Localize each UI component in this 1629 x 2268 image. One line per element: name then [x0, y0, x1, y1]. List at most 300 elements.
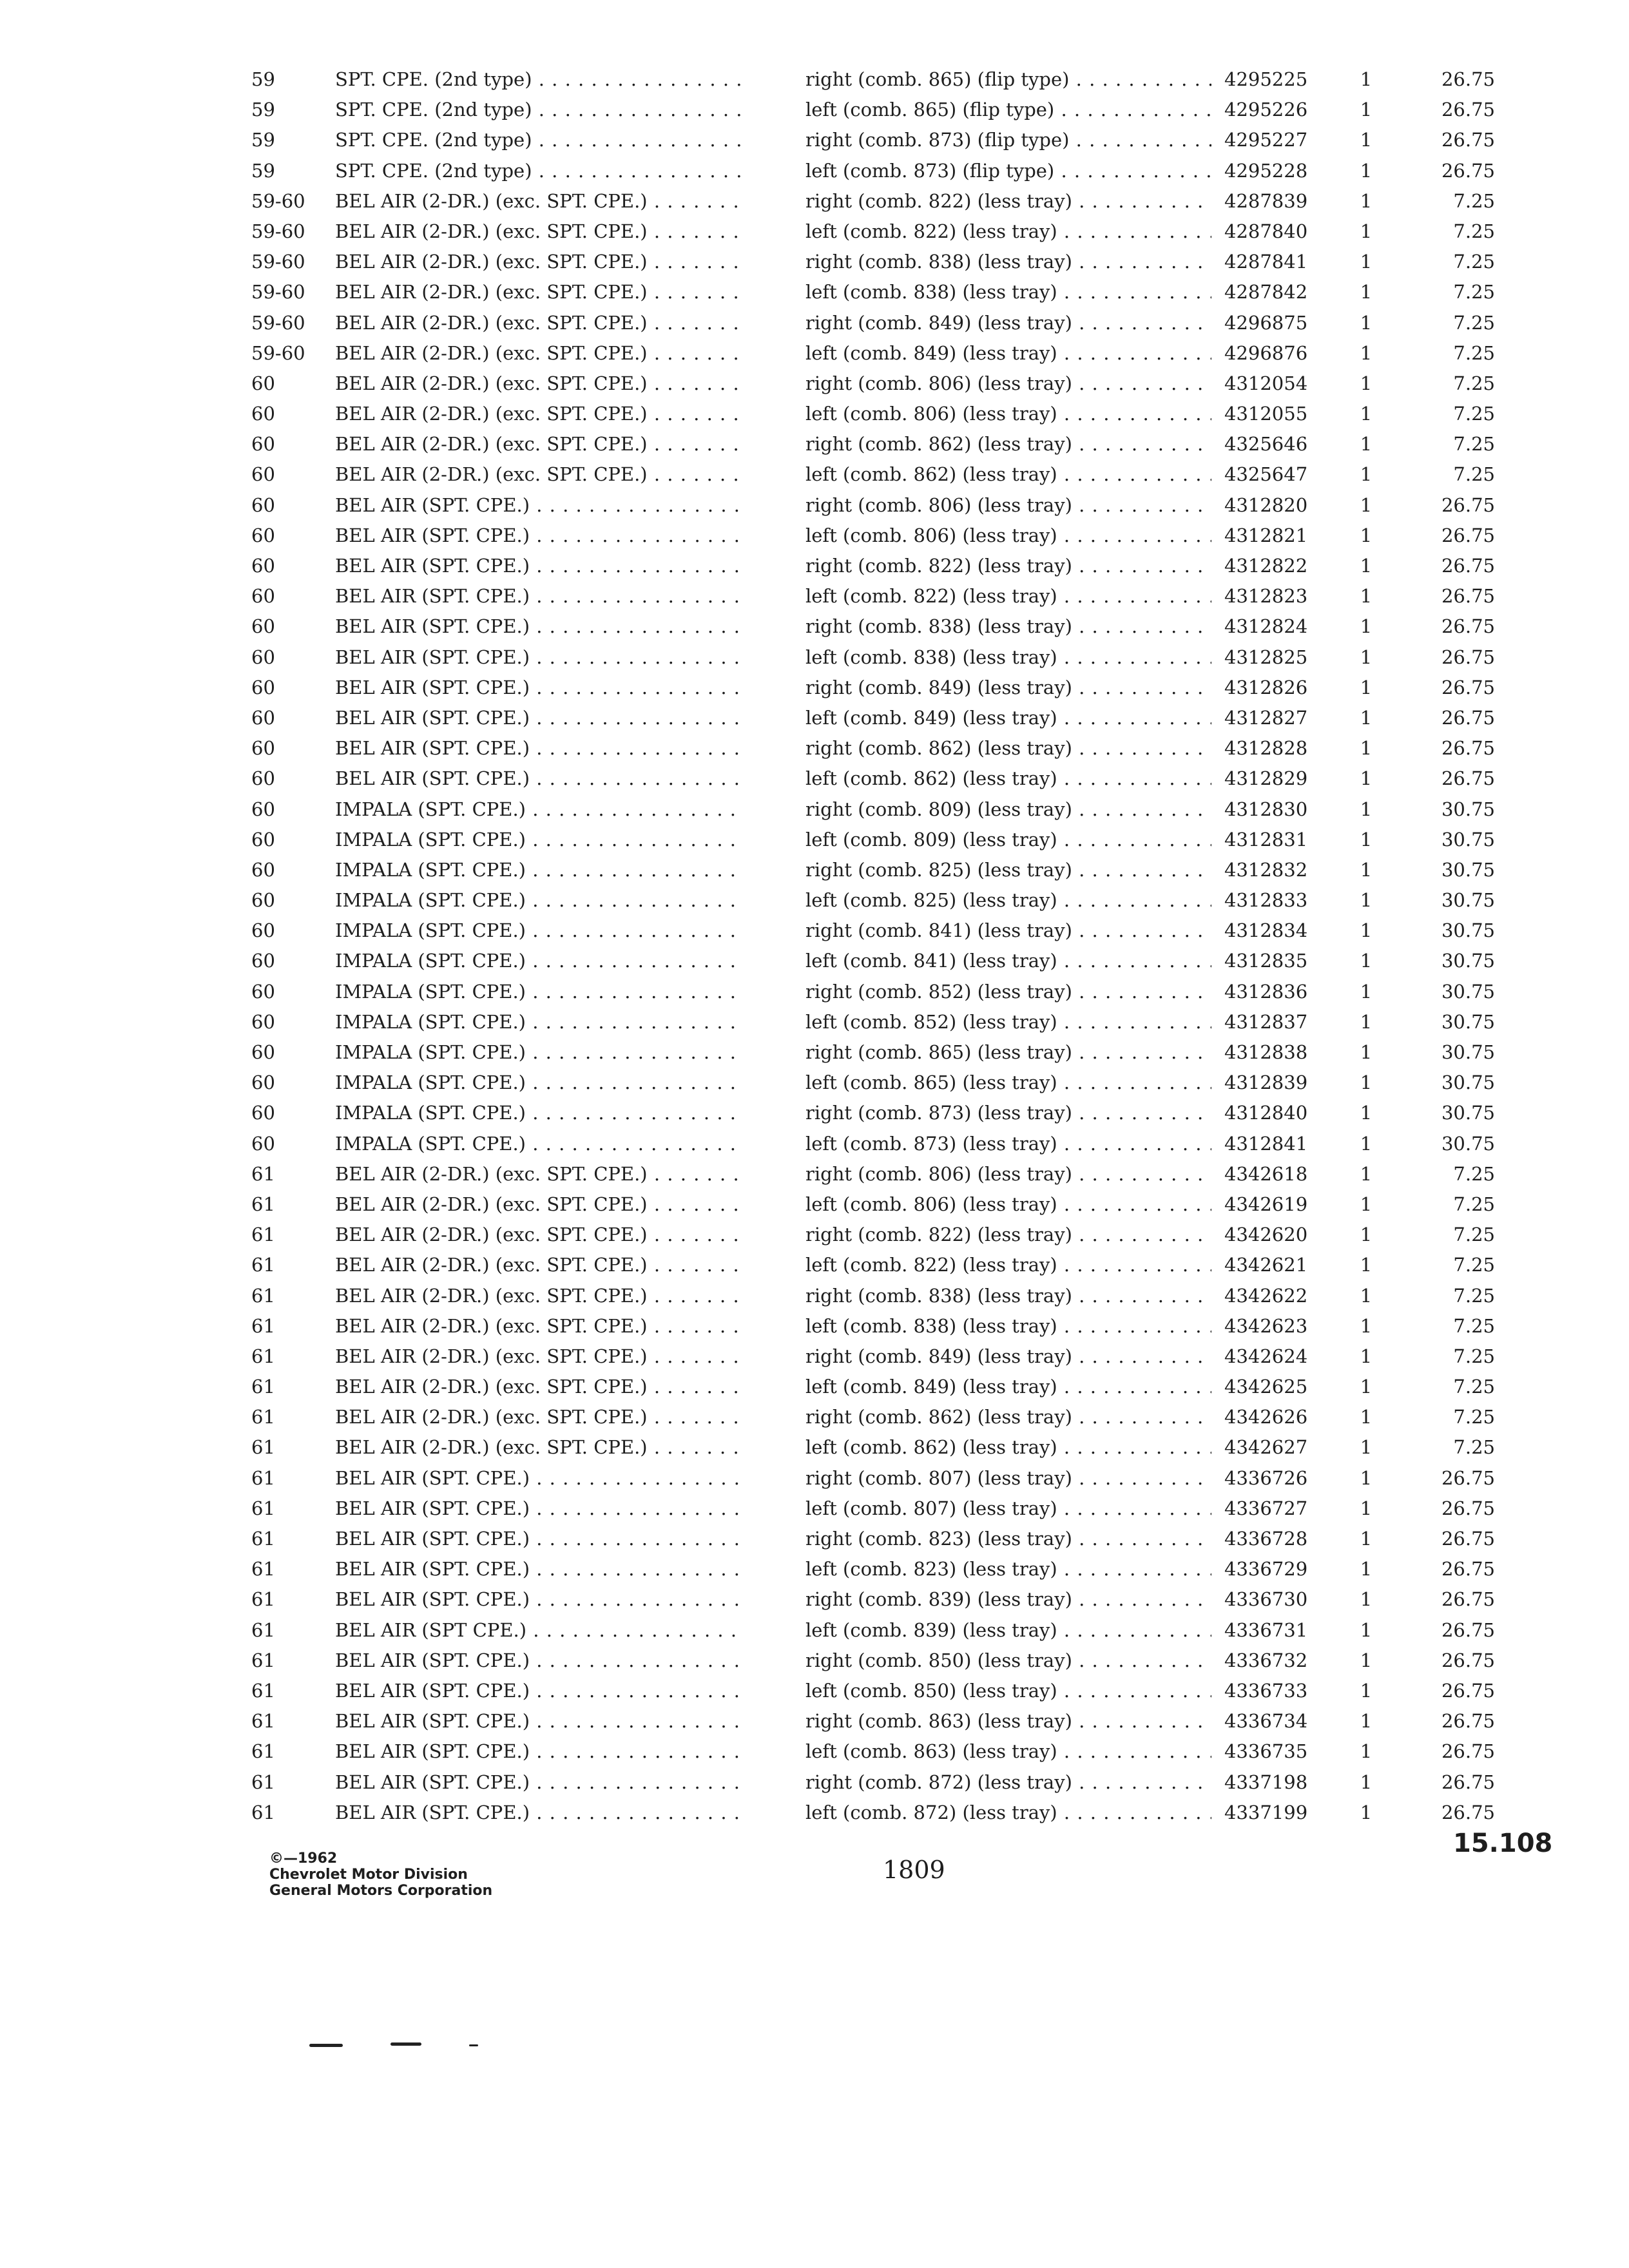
part-number-cell: 4312827 [1224, 706, 1308, 729]
price-cell: 30.75 [1441, 858, 1495, 881]
body-style-cell: BEL AIR (2-DR.) (exc. SPT. CPE.) . . . [335, 369, 741, 399]
body-style-cell: BEL AIR (SPT. CPE.) . . . [335, 1798, 741, 1828]
part-number-cell: 4287839 [1224, 189, 1308, 212]
body-style-cell: BEL AIR (SPT. CPE.) . . . [335, 1676, 741, 1706]
description-cell: right (comb. 865) (less tray) . . . [805, 1037, 1211, 1068]
table-row [251, 1250, 1534, 1280]
model-year-cell: 61 [251, 1345, 275, 1367]
model-year-cell: 61 [251, 1224, 275, 1246]
model-year-cell: 60 [251, 463, 275, 486]
section-number: 15.108 [1453, 1829, 1553, 1858]
part-number-cell: 4312831 [1224, 828, 1308, 850]
table-row [251, 673, 1534, 703]
description-cell: left (comb. 863) (less tray) . . . [805, 1736, 1211, 1767]
table-row [251, 1129, 1534, 1159]
quantity-cell: 1 [1360, 1193, 1373, 1215]
part-number-cell: 4337199 [1224, 1801, 1308, 1823]
price-cell: 26.75 [1441, 1771, 1495, 1793]
part-number-cell: 4336735 [1224, 1740, 1308, 1763]
body-style-cell: BEL AIR (SPT. CPE.) . . . [335, 1736, 741, 1767]
model-year-cell: 61 [251, 1162, 275, 1185]
part-number-cell: 4312839 [1224, 1072, 1308, 1094]
quantity-cell: 1 [1360, 1466, 1373, 1489]
price-cell: 30.75 [1441, 1010, 1495, 1033]
price-cell: 26.75 [1441, 99, 1495, 121]
price-cell: 7.25 [1453, 189, 1495, 212]
table-row [251, 1646, 1534, 1676]
table-row [251, 1220, 1534, 1250]
body-style-cell: BEL AIR (2-DR.) (exc. SPT. CPE.) . . . [335, 1250, 741, 1280]
part-number-cell: 4296875 [1224, 311, 1308, 334]
quantity-cell: 1 [1360, 311, 1373, 334]
body-style-cell: SPT. CPE. (2nd type) . . . [335, 64, 741, 95]
description-cell: left (comb. 838) (less tray) . . . [805, 642, 1211, 673]
description-cell: right (comb. 873) (less tray) . . . [805, 1098, 1211, 1128]
model-year-cell: 61 [251, 1528, 275, 1550]
part-number-cell: 4312825 [1224, 646, 1308, 668]
model-year-cell: 60 [251, 828, 275, 850]
body-style-cell: IMPALA (SPT. CPE.) . . . [335, 916, 741, 946]
body-style-cell: BEL AIR (2-DR.) (exc. SPT. CPE.) . . . [335, 1189, 741, 1220]
part-number-cell: 4287841 [1224, 251, 1308, 273]
model-year-cell: 60 [251, 676, 275, 698]
model-year-cell: 60 [251, 433, 275, 456]
price-cell: 30.75 [1441, 950, 1495, 972]
body-style-cell: BEL AIR (2-DR.) (exc. SPT. CPE.) . . . [335, 216, 741, 247]
quantity-cell: 1 [1360, 251, 1373, 273]
description-cell: left (comb. 822) (less tray) . . . [805, 1250, 1211, 1280]
price-cell: 26.75 [1441, 555, 1495, 577]
model-year-cell: 59-60 [251, 341, 305, 364]
quantity-cell: 1 [1360, 1284, 1373, 1307]
body-style-cell: BEL AIR (2-DR.) (exc. SPT. CPE.) . . . [335, 459, 741, 490]
description-cell: right (comb. 849) (less tray) . . . [805, 1341, 1211, 1372]
body-style-cell: IMPALA (SPT. CPE.) . . . [335, 1037, 741, 1068]
quantity-cell: 1 [1360, 1162, 1373, 1185]
quantity-cell: 1 [1360, 1345, 1373, 1367]
quantity-cell: 1 [1360, 524, 1373, 546]
body-style-cell: BEL AIR (SPT. CPE.) . . . [335, 673, 741, 703]
quantity-cell: 1 [1360, 1679, 1373, 1702]
division-name: Chevrolet Motor Division [269, 1867, 468, 1883]
body-style-cell: BEL AIR (SPT. CPE.) . . . [335, 1463, 741, 1494]
quantity-cell: 1 [1360, 1041, 1373, 1063]
model-year-cell: 59-60 [251, 281, 305, 303]
body-style-cell: SPT. CPE. (2nd type) . . . [335, 125, 741, 155]
table-row [251, 521, 1534, 551]
part-number-cell: 4312820 [1224, 494, 1308, 516]
quantity-cell: 1 [1360, 159, 1373, 182]
price-cell: 30.75 [1441, 798, 1495, 820]
description-cell: right (comb. 852) (less tray) . . . [805, 977, 1211, 1007]
price-cell: 30.75 [1441, 828, 1495, 850]
description-cell: left (comb. 873) (less tray) . . . [805, 1129, 1211, 1159]
model-year-cell: 61 [251, 1466, 275, 1489]
description-cell: left (comb. 849) (less tray) . . . [805, 338, 1211, 369]
model-year-cell: 60 [251, 1072, 275, 1094]
model-year-cell: 60 [251, 980, 275, 1003]
body-style-cell: BEL AIR (2-DR.) (exc. SPT. CPE.) . . . [335, 1220, 741, 1250]
price-cell: 7.25 [1453, 311, 1495, 334]
description-cell: right (comb. 807) (less tray) . . . [805, 1463, 1211, 1494]
quantity-cell: 1 [1360, 737, 1373, 760]
price-cell: 30.75 [1441, 1072, 1495, 1094]
description-cell: left (comb. 822) (less tray) . . . [805, 581, 1211, 611]
body-style-cell: BEL AIR (SPT. CPE.) . . . [335, 1646, 741, 1676]
model-year-cell: 61 [251, 1406, 275, 1428]
table-row [251, 459, 1534, 490]
quantity-cell: 1 [1360, 555, 1373, 577]
price-cell: 30.75 [1441, 919, 1495, 942]
parts-list [251, 64, 1534, 1828]
model-year-cell: 60 [251, 585, 275, 608]
part-number-cell: 4336733 [1224, 1679, 1308, 1702]
model-year-cell: 59 [251, 159, 275, 182]
table-row [251, 1159, 1534, 1189]
price-cell: 26.75 [1441, 737, 1495, 760]
part-number-cell: 4342620 [1224, 1224, 1308, 1246]
description-cell: left (comb. 841) (less tray) . . . [805, 946, 1211, 976]
description-cell: right (comb. 862) (less tray) . . . [805, 733, 1211, 764]
description-cell: left (comb. 862) (less tray) . . . [805, 764, 1211, 794]
quantity-cell: 1 [1360, 1588, 1373, 1611]
body-style-cell: IMPALA (SPT. CPE.) . . . [335, 946, 741, 976]
description-cell: left (comb. 839) (less tray) . . . [805, 1615, 1211, 1646]
quantity-cell: 1 [1360, 403, 1373, 425]
table-row [251, 156, 1534, 186]
quantity-cell: 1 [1360, 1132, 1373, 1155]
body-style-cell: BEL AIR (2-DR.) (exc. SPT. CPE.) . . . [335, 277, 741, 307]
description-cell: left (comb. 806) (less tray) . . . [805, 399, 1211, 429]
description-cell: right (comb. 849) (less tray) . . . [805, 308, 1211, 338]
quantity-cell: 1 [1360, 1010, 1373, 1033]
body-style-cell: BEL AIR (SPT. CPE.) . . . [335, 1767, 741, 1798]
model-year-cell: 59 [251, 99, 275, 121]
part-number-cell: 4337198 [1224, 1771, 1308, 1793]
part-number-cell: 4342626 [1224, 1406, 1308, 1428]
quantity-cell: 1 [1360, 433, 1373, 456]
part-number-cell: 4336730 [1224, 1588, 1308, 1611]
description-cell: right (comb. 862) (less tray) . . . [805, 429, 1211, 459]
body-style-cell: IMPALA (SPT. CPE.) . . . [335, 1068, 741, 1098]
quantity-cell: 1 [1360, 1376, 1373, 1398]
model-year-cell: 61 [251, 1619, 275, 1641]
price-cell: 7.25 [1453, 1345, 1495, 1367]
model-year-cell: 61 [251, 1284, 275, 1307]
table-row [251, 1524, 1534, 1554]
description-cell: left (comb. 838) (less tray) . . . [805, 1311, 1211, 1341]
model-year-cell: 60 [251, 1132, 275, 1155]
table-row [251, 764, 1534, 794]
body-style-cell: BEL AIR (2-DR.) (exc. SPT. CPE.) . . . [335, 308, 741, 338]
price-cell: 7.25 [1453, 1314, 1495, 1337]
table-row [251, 1341, 1534, 1372]
part-number-cell: 4312824 [1224, 615, 1308, 638]
description-cell: right (comb. 809) (less tray) . . . [805, 794, 1211, 825]
description-cell: right (comb. 865) (flip type) . . . [805, 64, 1211, 95]
table-row [251, 611, 1534, 642]
table-row [251, 855, 1534, 885]
table-row [251, 1281, 1534, 1311]
table-row [251, 95, 1534, 125]
quantity-cell: 1 [1360, 919, 1373, 942]
model-year-cell: 61 [251, 1436, 275, 1459]
part-number-cell: 4312830 [1224, 798, 1308, 820]
quantity-cell: 1 [1360, 189, 1373, 212]
part-number-cell: 4295228 [1224, 159, 1308, 182]
description-cell: left (comb. 809) (less tray) . . . [805, 825, 1211, 855]
table-row [251, 429, 1534, 459]
quantity-cell: 1 [1360, 706, 1373, 729]
table-row [251, 1189, 1534, 1220]
quantity-cell: 1 [1360, 798, 1373, 820]
table-row [251, 642, 1534, 673]
table-row [251, 369, 1534, 399]
description-cell: left (comb. 849) (less tray) . . . [805, 703, 1211, 733]
part-number-cell: 4312841 [1224, 1132, 1308, 1155]
table-row [251, 1037, 1534, 1068]
table-row [251, 125, 1534, 155]
quantity-cell: 1 [1360, 828, 1373, 850]
model-year-cell: 60 [251, 706, 275, 729]
quantity-cell: 1 [1360, 494, 1373, 516]
price-cell: 26.75 [1441, 1497, 1495, 1519]
part-number-cell: 4336728 [1224, 1528, 1308, 1550]
body-style-cell: SPT. CPE. (2nd type) . . . [335, 156, 741, 186]
body-style-cell: BEL AIR (2-DR.) (exc. SPT. CPE.) . . . [335, 1432, 741, 1463]
model-year-cell: 60 [251, 767, 275, 790]
model-year-cell: 61 [251, 1497, 275, 1519]
table-row [251, 247, 1534, 277]
quantity-cell: 1 [1360, 372, 1373, 394]
quantity-cell: 1 [1360, 1072, 1373, 1094]
table-row [251, 1798, 1534, 1828]
price-cell: 7.25 [1453, 1436, 1495, 1459]
price-cell: 26.75 [1441, 1679, 1495, 1702]
table-row [251, 186, 1534, 216]
description-cell: left (comb. 852) (less tray) . . . [805, 1007, 1211, 1037]
body-style-cell: BEL AIR (2-DR.) (exc. SPT. CPE.) . . . [335, 1159, 741, 1189]
price-cell: 7.25 [1453, 281, 1495, 303]
model-year-cell: 61 [251, 1193, 275, 1215]
description-cell: right (comb. 822) (less tray) . . . [805, 186, 1211, 216]
body-style-cell: BEL AIR (2-DR.) (exc. SPT. CPE.) . . . [335, 338, 741, 369]
part-number-cell: 4287840 [1224, 220, 1308, 242]
price-cell: 26.75 [1441, 585, 1495, 608]
model-year-cell: 61 [251, 1649, 275, 1671]
quantity-cell: 1 [1360, 99, 1373, 121]
model-year-cell: 60 [251, 403, 275, 425]
description-cell: right (comb. 823) (less tray) . . . [805, 1524, 1211, 1554]
quantity-cell: 1 [1360, 341, 1373, 364]
model-year-cell: 59-60 [251, 189, 305, 212]
part-number-cell: 4342619 [1224, 1193, 1308, 1215]
model-year-cell: 61 [251, 1740, 275, 1763]
body-style-cell: BEL AIR (2-DR.) (exc. SPT. CPE.) . . . [335, 399, 741, 429]
body-style-cell: BEL AIR (SPT. CPE.) . . . [335, 581, 741, 611]
description-cell: left (comb. 806) (less tray) . . . [805, 1189, 1211, 1220]
table-row [251, 1736, 1534, 1767]
price-cell: 7.25 [1453, 251, 1495, 273]
body-style-cell: IMPALA (SPT. CPE.) . . . [335, 977, 741, 1007]
price-cell: 26.75 [1441, 159, 1495, 182]
part-number-cell: 4296876 [1224, 341, 1308, 364]
price-cell: 26.75 [1441, 1588, 1495, 1611]
price-cell: 26.75 [1441, 1619, 1495, 1641]
price-cell: 26.75 [1441, 1801, 1495, 1823]
quantity-cell: 1 [1360, 1649, 1373, 1671]
price-cell: 26.75 [1441, 646, 1495, 668]
part-number-cell: 4312838 [1224, 1041, 1308, 1063]
model-year-cell: 60 [251, 798, 275, 820]
model-year-cell: 59-60 [251, 251, 305, 273]
price-cell: 26.75 [1441, 129, 1495, 151]
description-cell: right (comb. 838) (less tray) . . . [805, 1281, 1211, 1311]
part-number-cell: 4336729 [1224, 1558, 1308, 1581]
quantity-cell: 1 [1360, 129, 1373, 151]
model-year-cell: 60 [251, 555, 275, 577]
description-cell: left (comb. 850) (less tray) . . . [805, 1676, 1211, 1706]
price-cell: 26.75 [1441, 68, 1495, 90]
description-cell: right (comb. 841) (less tray) . . . [805, 916, 1211, 946]
quantity-cell: 1 [1360, 1528, 1373, 1550]
model-year-cell: 61 [251, 1801, 275, 1823]
description-cell: right (comb. 825) (less tray) . . . [805, 855, 1211, 885]
table-row [251, 1767, 1534, 1798]
table-row [251, 885, 1534, 916]
quantity-cell: 1 [1360, 646, 1373, 668]
body-style-cell: BEL AIR (SPT. CPE.) . . . [335, 490, 741, 521]
price-cell: 7.25 [1453, 1284, 1495, 1307]
description-cell: left (comb. 862) (less tray) . . . [805, 1432, 1211, 1463]
table-row [251, 703, 1534, 733]
table-row [251, 1311, 1534, 1341]
model-year-cell: 61 [251, 1314, 275, 1337]
body-style-cell: BEL AIR (2-DR.) (exc. SPT. CPE.) . . . [335, 429, 741, 459]
part-number-cell: 4336727 [1224, 1497, 1308, 1519]
model-year-cell: 60 [251, 1102, 275, 1124]
table-row [251, 1402, 1534, 1432]
body-style-cell: BEL AIR (SPT CPE.) . . . [335, 1615, 741, 1646]
price-cell: 26.75 [1441, 1649, 1495, 1671]
description-cell: right (comb. 822) (less tray) . . . [805, 551, 1211, 581]
description-cell: right (comb. 822) (less tray) . . . [805, 1220, 1211, 1250]
price-cell: 30.75 [1441, 889, 1495, 912]
quantity-cell: 1 [1360, 1710, 1373, 1733]
description-cell: left (comb. 873) (flip type) . . . [805, 156, 1211, 186]
quantity-cell: 1 [1360, 585, 1373, 608]
price-cell: 7.25 [1453, 433, 1495, 456]
part-number-cell: 4312822 [1224, 555, 1308, 577]
description-cell: right (comb. 806) (less tray) . . . [805, 369, 1211, 399]
part-number-cell: 4336726 [1224, 1466, 1308, 1489]
part-number-cell: 4295225 [1224, 68, 1308, 90]
price-cell: 7.25 [1453, 220, 1495, 242]
table-row [251, 338, 1534, 369]
part-number-cell: 4312832 [1224, 858, 1308, 881]
price-cell: 30.75 [1441, 980, 1495, 1003]
table-row [251, 581, 1534, 611]
body-style-cell: BEL AIR (SPT. CPE.) . . . [335, 521, 741, 551]
body-style-cell: BEL AIR (SPT. CPE.) . . . [335, 1494, 741, 1524]
description-cell: right (comb. 872) (less tray) . . . [805, 1767, 1211, 1798]
body-style-cell: BEL AIR (2-DR.) (exc. SPT. CPE.) . . . [335, 1281, 741, 1311]
body-style-cell: BEL AIR (2-DR.) (exc. SPT. CPE.) . . . [335, 1311, 741, 1341]
body-style-cell: IMPALA (SPT. CPE.) . . . [335, 855, 741, 885]
description-cell: right (comb. 863) (less tray) . . . [805, 1706, 1211, 1736]
part-number-cell: 4342622 [1224, 1284, 1308, 1307]
price-cell: 26.75 [1441, 676, 1495, 698]
quantity-cell: 1 [1360, 68, 1373, 90]
table-row [251, 946, 1534, 976]
model-year-cell: 60 [251, 524, 275, 546]
description-cell: right (comb. 838) (less tray) . . . [805, 611, 1211, 642]
table-row [251, 1676, 1534, 1706]
quantity-cell: 1 [1360, 767, 1373, 790]
model-year-cell: 61 [251, 1254, 275, 1276]
body-style-cell: BEL AIR (SPT. CPE.) . . . [335, 1524, 741, 1554]
quantity-cell: 1 [1360, 1497, 1373, 1519]
table-row [251, 977, 1534, 1007]
model-year-cell: 60 [251, 615, 275, 638]
page-number: 1809 [883, 1856, 945, 1884]
table-row [251, 1615, 1534, 1646]
price-cell: 26.75 [1441, 1466, 1495, 1489]
part-number-cell: 4342623 [1224, 1314, 1308, 1337]
price-cell: 7.25 [1453, 1224, 1495, 1246]
body-style-cell: BEL AIR (SPT. CPE.) . . . [335, 1706, 741, 1736]
body-style-cell: IMPALA (SPT. CPE.) . . . [335, 1129, 741, 1159]
table-row [251, 794, 1534, 825]
description-cell: left (comb. 825) (less tray) . . . [805, 885, 1211, 916]
quantity-cell: 1 [1360, 1740, 1373, 1763]
part-number-cell: 4287842 [1224, 281, 1308, 303]
quantity-cell: 1 [1360, 615, 1373, 638]
price-cell: 30.75 [1441, 1132, 1495, 1155]
part-number-cell: 4342624 [1224, 1345, 1308, 1367]
table-row [251, 1494, 1534, 1524]
quantity-cell: 1 [1360, 1801, 1373, 1823]
table-row [251, 1554, 1534, 1584]
description-cell: left (comb. 823) (less tray) . . . [805, 1554, 1211, 1584]
price-cell: 26.75 [1441, 1558, 1495, 1581]
body-style-cell: IMPALA (SPT. CPE.) . . . [335, 794, 741, 825]
description-cell: left (comb. 865) (less tray) . . . [805, 1068, 1211, 1098]
description-cell: left (comb. 806) (less tray) . . . [805, 521, 1211, 551]
table-row [251, 1584, 1534, 1615]
corporation-name: General Motors Corporation [269, 1883, 493, 1899]
table-row [251, 1372, 1534, 1402]
price-cell: 7.25 [1453, 1254, 1495, 1276]
price-cell: 7.25 [1453, 341, 1495, 364]
table-row [251, 1007, 1534, 1037]
model-year-cell: 59 [251, 129, 275, 151]
quantity-cell: 1 [1360, 281, 1373, 303]
part-number-cell: 4295226 [1224, 99, 1308, 121]
table-row [251, 1432, 1534, 1463]
model-year-cell: 61 [251, 1771, 275, 1793]
body-style-cell: BEL AIR (2-DR.) (exc. SPT. CPE.) . . . [335, 1402, 741, 1432]
part-number-cell: 4295227 [1224, 129, 1308, 151]
part-number-cell: 4342625 [1224, 1376, 1308, 1398]
model-year-cell: 61 [251, 1376, 275, 1398]
table-row [251, 399, 1534, 429]
description-cell: right (comb. 806) (less tray) . . . [805, 1159, 1211, 1189]
model-year-cell: 61 [251, 1710, 275, 1733]
quantity-cell: 1 [1360, 1102, 1373, 1124]
price-cell: 26.75 [1441, 494, 1495, 516]
description-cell: left (comb. 807) (less tray) . . . [805, 1494, 1211, 1524]
